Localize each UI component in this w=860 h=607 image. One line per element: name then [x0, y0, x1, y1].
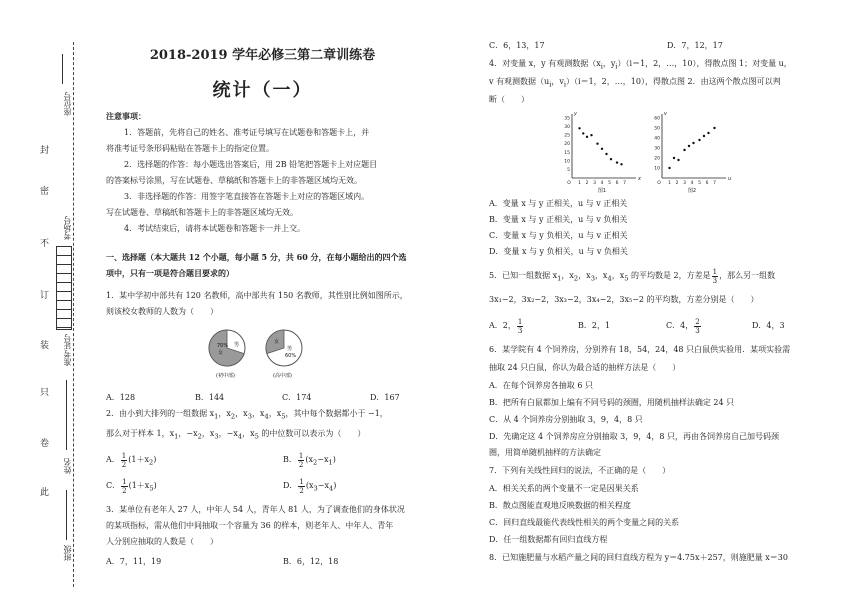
q5-text: 5．已知一组数据 $x_1$，$x_2$，$x_3$，$x_4$，$x_5$ 的平均数是 2，方差是 $\frac{1}{3}$ ，那么另一组数 [489, 267, 776, 285]
y-tick-label: 50 [654, 126, 660, 132]
q1-option-c: C．174 [282, 393, 312, 402]
q4-option-b: B．变量 x 与 y 正相关，u 与 v 负相关 [489, 215, 628, 224]
notice-heading: 注意事项： [106, 111, 146, 121]
q8-text: 8．已知施肥量与水稻产量之间的回归直线方程为 y＝4.75x＋257，则施肥量 x＝30 [489, 553, 788, 562]
x-tick-label: 5 [698, 181, 701, 186]
seat-number-line [62, 54, 63, 84]
y-tick-label: 30 [654, 146, 660, 152]
margin-char: 订 [40, 291, 50, 301]
notice-line: 写在试题卷、草稿纸和答题卡上的非答题区域均无效。 [106, 208, 298, 217]
ticket-number-grid [56, 246, 72, 330]
q3-text: 3．某单位有老年人 27 人，中年人 54 人，青年人 81 人，为了调查他们的身体状况 [106, 505, 405, 514]
margin-char: 不 [40, 239, 50, 249]
y-tick-label: 15 [564, 150, 570, 156]
scatter-point [578, 127, 580, 129]
q1-text: 1．某中学初中部共有 120 名教师，高中部共有 150 名教师，其性别比例如图所示， [106, 291, 408, 300]
x-tick-label: 4 [690, 181, 694, 186]
margin-char: 封 [40, 146, 50, 156]
scatter-point [677, 159, 679, 161]
x-tick-label: 7 [713, 181, 716, 186]
q6-text: 6．某学院有 4 个饲养房，分别养有 18，54，24，48 只白鼠供实验用．某项实验需 [489, 345, 791, 354]
q6-text: 抽取 24 只白鼠，你认为最合适的抽样方法是（ ） [489, 363, 681, 372]
q5-text: 3x₁−2，3x₂−2，3x₃−2，3x₄−2，3x₅−2 的平均数，方差分别是（ ） [489, 295, 759, 304]
scatter-plot-1 [560, 112, 640, 194]
pie-chart-junior [205, 326, 249, 382]
q3-option-a: A．7，11，19 [106, 557, 162, 566]
q3-option-c: C．6，13，17 [489, 41, 545, 50]
origin-label: O [657, 181, 661, 186]
y-tick-label: 40 [654, 136, 660, 142]
scatter-point [610, 158, 612, 160]
pie1-a: 女 [218, 350, 224, 356]
class-label: 班级 [63, 545, 72, 561]
q4-text: 断（ ） [489, 95, 529, 104]
q7-option-d: D．任一组数据都有回归直线方程 [489, 535, 608, 544]
notice-line: 3．非选择题的作答：用签字笔直接答在答题卡上对应的答题区域内。 [124, 192, 370, 201]
q6-option-d: D．先确定这 4 个饲养房应分别抽取 3，9，4，8 只，再由各饲养房自己加号码颈 [489, 432, 780, 441]
q7-text: 7．下列有关线性回归的说法，不正确的是（ ） [489, 466, 671, 475]
y-tick-label: 20 [564, 142, 570, 148]
q3-text: 的某项指标，需从他们中间抽取一个容量为 36 的样本，则老年人、中年人、青年 [106, 521, 394, 530]
q4-text: v 有观测数据（$u_i$，$v_i)(i=1$，2，…，10），得散点图 2．由这两个散点图可以判 [489, 77, 781, 89]
q6-option-b: B．把所有白鼠都加上编有不同号码的颈圈，用随机抽样法确定 24 只 [489, 398, 735, 407]
ticket-number-label: 准考证号 [63, 334, 72, 366]
q2-option-d: D． $\frac{1}{2}$ $(x_3-x_4)$ [283, 477, 337, 495]
y-axis-label: y [574, 111, 577, 117]
q2-text: 那么对于样本 1，$x_1$，$-x_2$，$x_3$，$-x_4$，$x_5$ 的中位数可以表示为（ ） [106, 429, 366, 441]
section-heading: 项中，只有一项是符合题目要求的） [106, 268, 234, 278]
q3-text: 人分别应抽取的人数是（ ） [106, 537, 218, 546]
pie2-caption: (高中部) [273, 373, 292, 379]
scatter-point [616, 161, 618, 163]
seat-number-label: 座位号 [63, 92, 72, 116]
margin-char: 此 [40, 488, 50, 498]
y-tick-label: 35 [564, 116, 570, 122]
scatter-point [688, 145, 690, 147]
origin-label: O [567, 181, 571, 186]
x-axis-label: x [638, 176, 641, 182]
q4-option-c: C．变量 x 与 y 负相关，u 与 v 正相关 [489, 231, 628, 240]
x-tick-label: 1 [668, 181, 671, 186]
scatter-point [713, 127, 715, 129]
q7-option-a: A．相关关系的两个变量不一定是因果关系 [489, 484, 639, 493]
y-tick-label: 5 [567, 167, 570, 173]
pie2-pct: 60% [285, 353, 297, 359]
exam-room-label: 考场号 [63, 216, 72, 240]
scatter-point [673, 157, 675, 159]
x-tick-label: 1 [578, 181, 581, 186]
x-tick-label: 3 [593, 181, 596, 186]
section-heading: 一、选择题（本大题共 12 个小题，每小题 5 分，共 60 分，在每小题给出的四个选 [106, 252, 407, 262]
q1-option-a: A．128 [106, 393, 136, 402]
q1-text: 则该校女教师的人数为（ ） [106, 307, 218, 316]
x-tick-label: 4 [600, 181, 604, 186]
x-tick-label: 2 [585, 181, 589, 186]
q2-option-b: B． $\frac{1}{2}$ $(x_2-x_1)$ [283, 451, 336, 469]
q4-option-a: A．变量 x 与 y 正相关，u 与 v 正相关 [489, 199, 628, 208]
notice-line: 1．答题前，先将自己的姓名、准考证号填写在试题卷和答题卡上，并 [124, 128, 370, 137]
figure-caption: 图1 [597, 188, 607, 194]
x-axis-label: u [728, 176, 732, 182]
binding-dashed-line [73, 42, 74, 587]
q6-option-c: C．从 4 个饲养房分别抽取 3，9，4，8 只 [489, 415, 643, 424]
class-line [66, 490, 67, 540]
q3-option-d: D．7，12，17 [667, 41, 723, 50]
scatter-point [620, 163, 622, 165]
pie2-b: 男 [287, 346, 293, 352]
x-tick-label: 7 [623, 181, 626, 186]
q1-option-d: D．167 [370, 393, 400, 402]
scatter-point [590, 134, 592, 136]
pie1-b: 男 [234, 342, 240, 348]
pie-chart-senior [262, 326, 306, 382]
y-tick-label: 20 [654, 156, 660, 162]
q6-option-d-cont: 圈，用简单随机抽样的方法确定 [489, 448, 601, 457]
q6-option-a: A．在每个饲养房各抽取 6 只 [489, 381, 593, 390]
scatter-point [703, 135, 705, 137]
scatter-point [601, 148, 603, 150]
name-line [66, 380, 67, 450]
scatter-point [668, 167, 670, 169]
q7-option-c: C．回归直线最能代表线性相关的两个变量之间的关系 [489, 518, 680, 527]
y-axis-label: v [664, 111, 667, 117]
margin-char: 密 [40, 187, 50, 197]
notice-line: 的答案标号涂黑，写在试题卷、草稿纸和答题卡上的非答题区域均无效。 [106, 176, 362, 185]
y-tick-label: 60 [654, 116, 660, 122]
notice-line: 将准考证号条形码粘贴在答题卡上的指定位置。 [106, 144, 274, 153]
scatter-point [707, 132, 709, 134]
margin-char: 卷 [40, 439, 50, 449]
y-tick-label: 10 [564, 159, 570, 165]
scatter-point [605, 153, 607, 155]
scatter-point [582, 132, 584, 134]
x-tick-label: 2 [675, 181, 679, 186]
q2-option-c: C． $\frac{1}{2}$ $(1+x_5)$ [106, 477, 157, 495]
y-tick-label: 25 [564, 133, 570, 139]
y-tick-label: 30 [564, 125, 570, 131]
q2-text: 2．由小到大排列的一组数据 $x_1$，$x_2$，$x_3$，$x_4$，$x_5$，其中每个数据都小于 −1， [106, 409, 388, 421]
pie2-a: 女 [274, 339, 280, 345]
scatter-plot-2 [650, 112, 730, 194]
pie1-pct: 70% [217, 343, 229, 349]
figure-caption: 图2 [687, 188, 697, 194]
q1-option-b: B．144 [195, 393, 225, 402]
x-tick-label: 3 [683, 181, 686, 186]
scatter-point [586, 136, 588, 138]
q5-option-b: B．2，1 [578, 321, 611, 330]
notice-line: 2．选择题的作答：每小题选出答案后，用 2B 铅笔把答题卡上对应题目 [124, 160, 378, 169]
x-tick-label: 5 [608, 181, 611, 186]
margin-char: 只 [40, 388, 50, 398]
exam-subtitle: 统计（一） [212, 80, 313, 101]
scatter-point [698, 139, 700, 141]
q5-option-d: D．4，3 [752, 321, 785, 330]
q5-option-a: A．2， $\frac{1}{3}$ [489, 317, 523, 335]
notice-line: 4．考试结束后，请将本试题卷和答题卡一并上交。 [124, 224, 306, 233]
x-tick-label: 6 [705, 181, 709, 186]
scatter-point [692, 142, 694, 144]
q5-option-c: C．4， $\frac{2}{3}$ [666, 317, 700, 335]
scatter-point [596, 143, 598, 145]
scatter-point [683, 149, 685, 151]
q2-option-a: A． $\frac{1}{2}$ $(1+x_2)$ [106, 451, 157, 469]
name-label: 姓名 [63, 458, 72, 474]
y-tick-label: 10 [654, 166, 660, 172]
exam-title: 2018-2019 学年必修三第二章训练卷 [149, 48, 376, 63]
pie1-caption: (初中部) [216, 373, 235, 379]
q4-text: 4．对变量 x，y 有观测数据（$x_i$，$y_i)(i=1$，2，…，10），得散点图 1；对变量 u， [489, 59, 792, 71]
margin-char: 装 [40, 341, 50, 351]
q7-option-b: B．散点图能直观地反映数据的相关程度 [489, 501, 631, 510]
q4-option-d: D．变量 x 与 y 负相关，u 与 v 负相关 [489, 247, 628, 256]
q3-option-b: B．6，12，18 [283, 557, 339, 566]
x-tick-label: 6 [615, 181, 619, 186]
